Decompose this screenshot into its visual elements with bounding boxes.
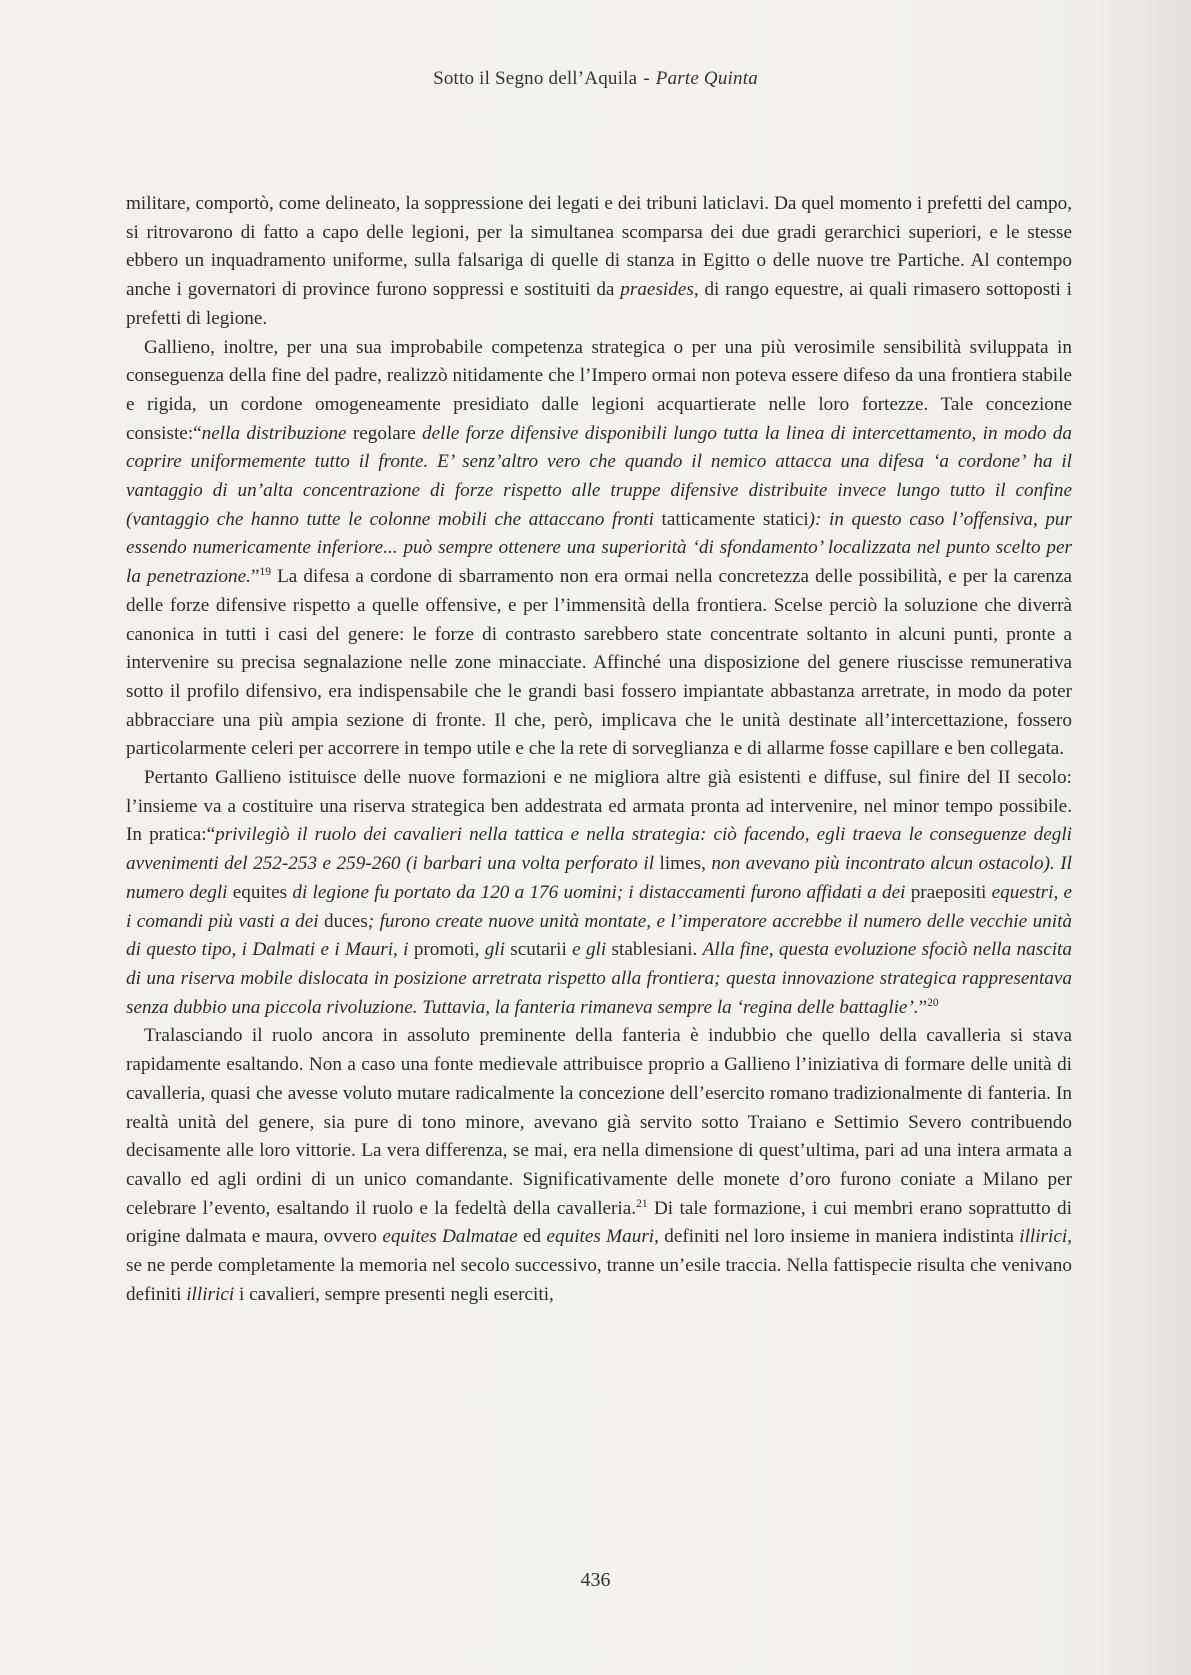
- text-run: ed: [517, 1226, 547, 1248]
- italic-text: gli: [484, 939, 505, 961]
- paragraph: [126, 1022, 1072, 1309]
- book-title: Sotto il Segno dell’Aquila: [433, 68, 638, 89]
- text-run: Tralasciando il ruolo ancora in assoluto preminente della fanteria è indubbio che quello della cavalleria si stava rapidamente esaltando. Non a caso una fonte medievale attribuisce proprio a Gallieno l’iniziativa di formare delle unità di cavalleria, quasi che avesse voluto mutare radicalmente la concezione dell’esercito romano tradizionalmente di fanteria. In realtà unità del genere, sia pure di tono minore, avevano già servito sotto Traiano e Settimio Severo contribuendo decisamente alle loro vittorie. La vera differenza, se mai, era nella dimensione di quest’ultima, pari ad una intera armata a cavallo ed agli ordini di un unico comandante. Significativamente delle monete d’oro furono coniate a Milano per celebrare l’evento, esaltando il ruolo e la fedeltà della cavalleria.: [126, 1025, 1072, 1219]
- text-run: ”: [250, 566, 260, 588]
- text-run: Pertanto Gallieno istituisce delle nuove formazioni e ne migliora altre già esistenti e diffuse, sul finire del II secolo: l’insieme va a costituire una riserva strategica ben addestrata ed armata pronta ad intervenire, nel minor tempo possibile. In pratica:“: [126, 767, 1072, 846]
- text-run: duces: [318, 910, 368, 932]
- italic-text: ): in questo caso l’offensiva, pur essendo numericamente inferiore... può sempre ottenere una superiorità ‘di sfondamento’ localizzata nel punto scelto per la penetrazione.: [126, 508, 1072, 588]
- italic-text: di legione fu portato da 120 a 176 uomini; i distaccamenti furono affidati a dei: [292, 881, 906, 903]
- footnote-ref: 20: [927, 996, 939, 1009]
- italic-text: delle forze difensive disponibili lungo tutta la linea di intercettamento, in modo da coprire uniformemente tutto il fronte. E’ senz’altro vero che quando il nemico attacca una difesa ‘a cordone’ ha il vantaggio di un’alta concentrazione di forze rispetto alle truppe difensive distribuite invece lungo tutto il confine (vantaggio che hanno tutte le colonne mobili che attaccano fronti: [126, 422, 1072, 530]
- text-run: , se ne perde completamente la memoria nel secolo successivo, tranne un’esile traccia. Nella fattispecie risulta che venivano definiti: [126, 1226, 1072, 1305]
- italic-text: ; furono create nuove unità montate, e l’imperatore accrebbe il numero delle vecchie unità di questo tipo, i Dalmati e i Mauri, i: [126, 910, 1073, 961]
- italic-text: non avevano più incontrato alcun ostacolo). Il numero degli: [126, 853, 1072, 903]
- footnote-ref: 19: [259, 566, 271, 579]
- italic-text: equestri, e i comandi più vasti a dei: [126, 881, 1072, 932]
- italic-text: illirici: [1019, 1226, 1068, 1248]
- italic-text: illirici: [186, 1283, 235, 1305]
- text-run: ”: [918, 996, 928, 1018]
- text-run: praepositi: [905, 881, 992, 903]
- text-run: , di rango equestre, ai quali rimasero sottoposti i prefetti di legione.: [126, 279, 1072, 329]
- page-number: 436: [580, 1569, 611, 1591]
- text-run: Gallieno, inoltre, per una sua improbabile competenza strategica o per una più verosimile sensibilità sviluppata in conseguenza della fine del padre, realizzò nitidamente che l’Impero ormai non poteva essere difeso da una frontiera stabile e rigida, un cordone omogeneamente presidiato dalle legioni acquartierate nelle loro fortezze. Tale concezione consiste:“: [126, 336, 1072, 444]
- text-run: stablesiani.: [606, 939, 703, 961]
- text-run: tatticamente statici: [653, 508, 809, 530]
- text-run: La difesa a cordone di sbarramento non era ormai nella concretezza delle possibilità, e per la carenza delle forze difensive rispetto a quelle offensive, e per l’immensità della frontiera. Scelse perciò la soluzione che diverrà canonica in tutti i casi del genere: le forze di contrasto sarebbero state concentrate soltanto in alcuni punti, pronte a intervenire su precisa segnalazione nelle zone minacciate. Affinché una disposizione del genere riuscisse remunerativa sotto il profilo difensivo, era indispensabile che le grandi basi fossero impiantate abbastanza arretrate, in modo da poter abbracciare una più ampia sezione di fronte. Il che, però, implicava che le unità destinate all’intercettazione, fossero particolarmente celeri per accorrere in tempo utile e che la rete di sorveglianza e di allarme fosse capillare e ben collegata.: [126, 566, 1072, 760]
- text-run: equites: [227, 881, 293, 903]
- text-run: regolare: [346, 422, 423, 444]
- italic-text: equites Mauri: [546, 1226, 655, 1248]
- italic-text: Alla fine, questa evoluzione sfociò nella nascita di una riserva mobile dislocata in posizione arretrata rispetto alla frontiera; questa innovazione strategica rappresentava senza dubbio una piccola rivoluzione. Tuttavia, la fanteria rimaneva sempre la ‘regina delle battaglie’.: [126, 939, 1072, 1018]
- italic-text: e gli: [572, 939, 607, 961]
- text-run: promoti,: [408, 939, 485, 961]
- paragraph: [126, 764, 1072, 1022]
- footnote-ref: 21: [636, 1197, 648, 1210]
- text-run: scutarii: [504, 939, 573, 961]
- body-text: [126, 190, 1072, 1309]
- italic-text: praesides: [620, 279, 694, 301]
- paragraph: [126, 334, 1072, 765]
- text-run: Di tale formazione, i cui membri erano soprattutto di origine dalmata e maura, ovvero: [126, 1197, 1072, 1248]
- part-title: Parte Quinta: [655, 68, 758, 89]
- header-separator: -: [643, 68, 650, 89]
- text-run: militare, comportò, come delineato, la soppressione dei legati e dei tribuni laticlavi. Da quel momento i prefetti del campo, si ritrovarono di fatto a capo delle legioni, per la simultanea scomparsa dei due gradi gerarchici superiori, e le stesse ebbero un inquadramento uniforme, sulla falsariga di quelle di stanza in Egitto o delle nuove tre Partiche. Al contempo anche i governatori di province furono soppressi e sostituiti da: [126, 193, 1072, 301]
- text-run: limes,: [654, 853, 712, 875]
- italic-text: equites Dalmatae: [382, 1226, 518, 1248]
- running-header: [0, 68, 1191, 90]
- italic-text: privilegiò il ruolo dei cavalieri nella tattica e nella strategia: ciò facendo, egli traeva le conseguenze degli avvenimenti del 252-253 e 259-260 (i barbari una volta perforato il: [126, 824, 1072, 875]
- paragraph: [126, 190, 1072, 334]
- text-run: i cavalieri, sempre presenti negli eserciti,: [234, 1283, 554, 1305]
- text-run: , definiti nel loro insieme in maniera indistinta: [654, 1226, 1020, 1248]
- italic-text: nella distribuzione: [201, 422, 347, 444]
